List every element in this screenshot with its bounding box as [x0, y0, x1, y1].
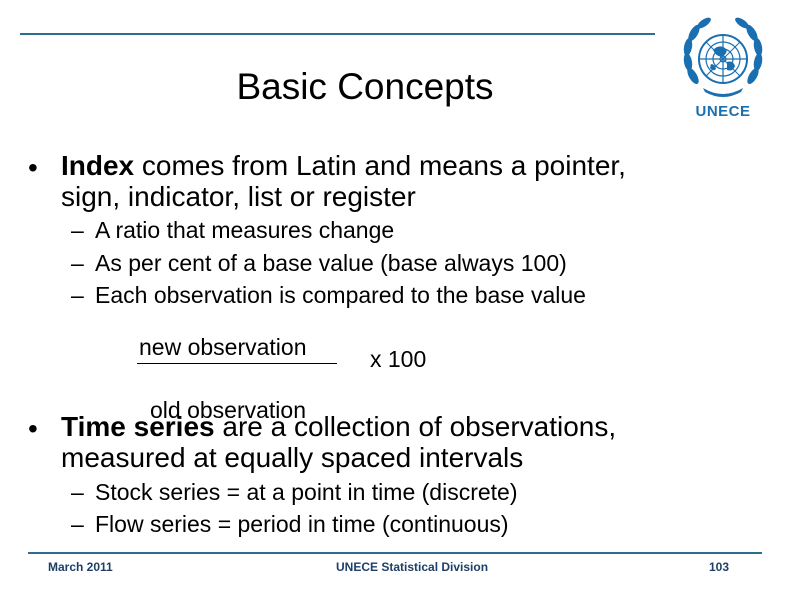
sub-item-flow-series: Flow series = period in time (continuous) — [95, 511, 509, 537]
sub-dash: – — [71, 511, 84, 537]
formula-denominator: old observation — [150, 397, 306, 423]
logo-text: UNECE — [695, 103, 751, 120]
sub-item-ratio: A ratio that measures change — [95, 217, 395, 243]
bullet-glyph: • — [28, 152, 38, 183]
sub-dash: – — [71, 282, 84, 308]
footer-date: March 2011 — [48, 560, 113, 574]
bullet-index — [61, 150, 751, 212]
header-rule — [20, 33, 655, 35]
formula-multiplier: x 100 — [370, 346, 427, 372]
sub-item-per-cent: As per cent of a base value (base always 100) — [95, 250, 567, 276]
bullet-index-line1: comes from Latin and means a pointer, — [134, 150, 626, 181]
footer-organization: UNECE Statistical Division — [336, 560, 489, 574]
footer-rule — [28, 552, 762, 554]
bullet-index-line2: sign, indicator, list or register — [61, 181, 416, 212]
bullet-time-series-term: Time series — [61, 411, 215, 442]
bullet-index-term: Index — [61, 150, 135, 181]
sub-item-each-observation: Each observation is compared to the base value — [95, 282, 586, 308]
bullet-glyph: • — [28, 413, 38, 444]
formula-fraction-line — [137, 363, 337, 364]
sub-dash: – — [71, 479, 84, 505]
sub-dash: – — [71, 217, 84, 243]
bullet-time-series — [61, 411, 751, 473]
footer-page-number: 103 — [709, 560, 730, 574]
sub-item-stock-series: Stock series = at a point in time (discrete) — [95, 479, 518, 505]
formula-numerator: new observation — [139, 334, 307, 360]
sub-dash: – — [71, 250, 84, 276]
slide-title: Basic Concepts — [236, 66, 494, 107]
bullet-time-series-line2: measured at equally spaced intervals — [61, 442, 524, 473]
bullet-time-series-line1: are a collection of observations, — [214, 411, 617, 442]
